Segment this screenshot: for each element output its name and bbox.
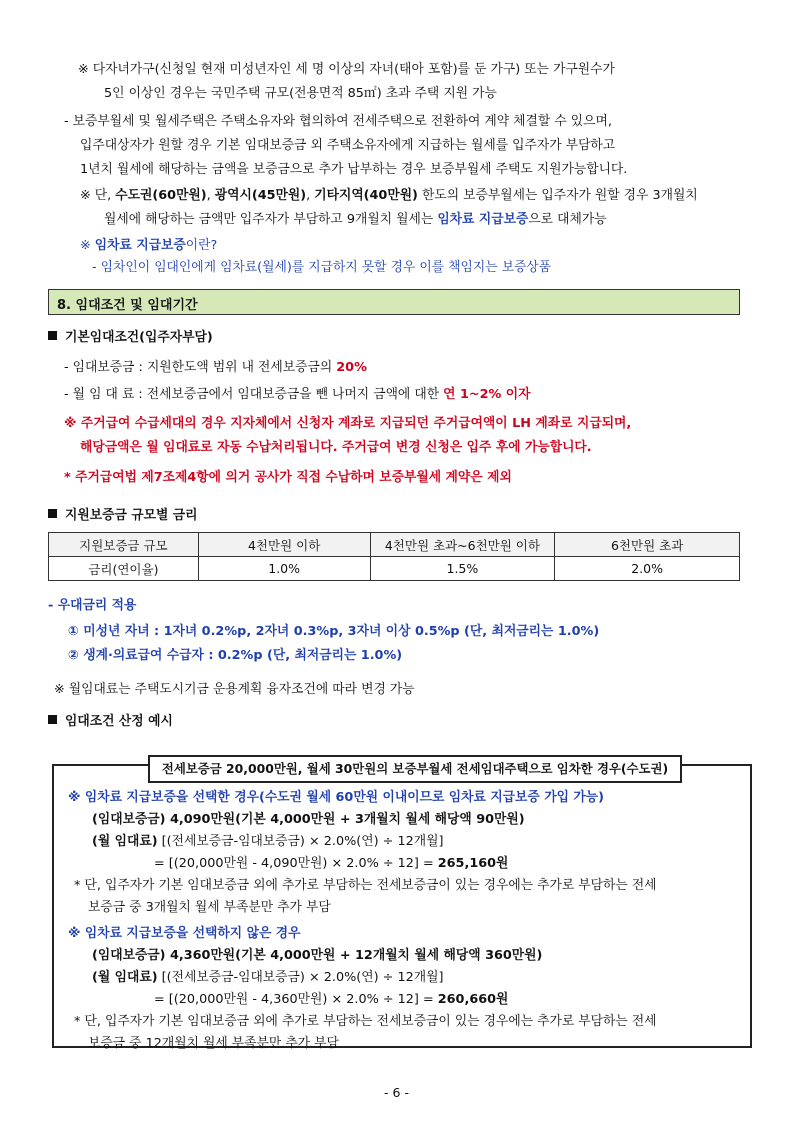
heading-text: 지원보증금 규모별 금리 xyxy=(65,508,198,523)
section-header xyxy=(48,289,740,315)
table-cell: 1.5% xyxy=(370,557,555,581)
table-cell: 6천만원 초과 xyxy=(555,533,740,557)
rent-label: (월 임대료) xyxy=(92,970,158,985)
heading-text: 기본임대조건(입주자부담) xyxy=(65,330,213,345)
monthly-rent-para-line1: - 보증부월세 및 월세주택은 주택소유자와 협의하여 전세주택으로 전환하여 계약 체결할 수 있으며, xyxy=(64,114,612,129)
housing-benefit-warning-line2: 해당금액은 월 임대료로 자동 수납처리됩니다. 주거급여 변경 신청은 입주 후에 가능합니다. xyxy=(80,440,592,455)
example-box-title: 전세보증금 20,000만원, 월세 30만원의 보증부월세 전세임대주택으로 임차한 경우(수도권) xyxy=(148,755,682,783)
rate-heading xyxy=(48,506,198,526)
case1-title: ※ 임차료 지급보증을 선택한 경우(수도권 월세 60만원 이내이므로 임차료 지급보증 가입 가능) xyxy=(68,790,604,805)
section-title: 8. 임대조건 및 임대기간 xyxy=(57,298,198,313)
region-limit-note-line1 xyxy=(80,186,698,206)
deposit-rate: 20% xyxy=(336,360,367,375)
rent-formula: [(전세보증금-임대보증금) × 2.0%(연) ÷ 12개월] xyxy=(157,970,444,985)
guarantee-answer: - 임차인이 임대인에게 임차료(월세)를 지급하지 못할 경우 이를 책임지는 보증상품 xyxy=(92,260,552,275)
basic-conditions-heading xyxy=(48,328,213,348)
table-row xyxy=(49,557,740,581)
calc-text: = [(20,000만원 - 4,090만원) × 2.0% ÷ 12] = xyxy=(154,856,438,871)
sep2: , xyxy=(306,188,315,203)
preferential-rate-minor-children: ① 미성년 자녀 : 1자녀 0.2%p, 2자녀 0.3%p, 3자녀 이상 0.5%p (단, 최저금리는 1.0%) xyxy=(68,624,600,639)
deposit-text: - 임대보증금 : 지원한도액 범위 내 전세보증금의 xyxy=(64,360,337,375)
case2-note-line1: * 단, 입주자가 기본 임대보증금 외에 추가로 부담하는 전세보증금이 있는 경우에는 추가로 부담하는 전세 xyxy=(74,1014,657,1029)
other-limit: 기타지역(40만원) xyxy=(314,188,418,203)
rate-table xyxy=(48,532,740,581)
question-suffix: 이란? xyxy=(185,238,218,253)
case2-rent-calc xyxy=(154,990,508,1010)
rent-label: (월 임대료) xyxy=(92,834,158,849)
region-limit-note-line2 xyxy=(104,210,607,230)
case1-deposit: (임대보증금) 4,090만원(기본 4,000만원 + 3개월치 월세 해당액 90만원) xyxy=(92,812,525,827)
case1-note-line1: * 단, 입주자가 기본 임대보증금 외에 추가로 부담하는 전세보증금이 있는 경우에는 추가로 부담하는 전세 xyxy=(74,878,657,893)
note-prefix: ※ 단, xyxy=(80,188,116,203)
case1-rent-calc xyxy=(154,854,508,874)
case2-deposit: (임대보증금) 4,360만원(기본 4,000만원 + 12개월치 월세 해당액 360만원) xyxy=(92,948,543,963)
rent-formula: [(전세보증금-임대보증금) × 2.0%(연) ÷ 12개월] xyxy=(157,834,444,849)
table-cell: 1.0% xyxy=(198,557,370,581)
capital-limit: 수도권(60만원) xyxy=(115,188,207,203)
square-bullet-icon xyxy=(48,509,57,518)
multi-child-note-line1: ※ 다자녀가구(신청일 현재 미성년자인 세 명 이상의 자녀(태아 포함)를 둔 가구) 또는 가구원수가 xyxy=(78,62,615,77)
multi-child-note-line2: 5인 이상인 경우는 국민주택 규모(전용면적 85㎡) 초과 주택 지원 가능 xyxy=(104,86,497,101)
housing-benefit-law-note: * 주거급여법 제7조제4항에 의거 공사가 직접 수납하며 보증부월세 계약은 제외 xyxy=(64,470,512,485)
monthly-rent-para-line2: 입주대상자가 원할 경우 기본 임대보증금 외 주택소유자에게 지급하는 월세를 입주자가 부담하고 xyxy=(80,138,616,153)
table-header-row xyxy=(49,533,740,557)
table-cell: 4천만원 초과~6천만원 이하 xyxy=(370,533,555,557)
table-cell: 금리(연이율) xyxy=(49,557,199,581)
calc-result: 260,660원 xyxy=(437,992,509,1007)
square-bullet-icon xyxy=(48,715,57,724)
monthly-rent-para-line3: 1년치 월세에 해당하는 금액을 보증금으로 추가 납부하는 경우 보증부월세 주택도 지원가능합니다. xyxy=(80,162,628,177)
question-term: 임차료 지급보증 xyxy=(94,238,186,253)
rent-guarantee-term: 임차료 지급보증 xyxy=(437,212,529,227)
monthly-condition xyxy=(64,385,531,405)
guarantee-question xyxy=(80,236,217,256)
calc-result: 265,160원 xyxy=(437,856,509,871)
case2-note-line2: 보증금 중 12개월치 월세 부족분만 추가 부담 xyxy=(88,1036,339,1051)
monthly-text: - 월 임 대 료 : 전세보증금에서 임대보증금을 뺀 나머지 금액에 대한 xyxy=(64,387,444,402)
table-cell: 지원보증금 규모 xyxy=(49,533,199,557)
table-cell: 2.0% xyxy=(555,557,740,581)
case2-title: ※ 임차료 지급보증을 선택하지 않은 경우 xyxy=(68,926,301,941)
example-heading xyxy=(48,712,173,732)
metro-limit: 광역시(45만원) xyxy=(214,188,307,203)
question-prefix: ※ xyxy=(80,238,95,253)
housing-benefit-warning-line1: ※ 주거급여 수급세대의 경우 지자체에서 신청자 계좌로 지급되던 주거급여액이 LH 계좌로 지급되며, xyxy=(64,416,632,431)
case1-note-line2: 보증금 중 3개월치 월세 부족분만 추가 부담 xyxy=(88,900,331,915)
square-bullet-icon xyxy=(48,331,57,340)
monthly-rate: 연 1~2% 이자 xyxy=(443,387,531,402)
heading-text: 임대조건 산정 예시 xyxy=(65,714,173,729)
table-cell: 4천만원 이하 xyxy=(198,533,370,557)
case2-rent-formula xyxy=(92,968,443,988)
note-text-end: 으로 대체가능 xyxy=(528,212,607,227)
preferential-rate-title: - 우대금리 적용 xyxy=(48,598,137,613)
case1-rent-formula xyxy=(92,832,443,852)
rent-change-note: ※ 월임대료는 주택도시기금 운용계획 융자조건에 따라 변경 가능 xyxy=(54,682,415,697)
sep1: , xyxy=(206,188,215,203)
calc-text: = [(20,000만원 - 4,360만원) × 2.0% ÷ 12] = xyxy=(154,992,438,1007)
deposit-condition xyxy=(64,358,367,378)
note-suffix: 한도의 보증부월세는 입주자가 원할 경우 3개월치 xyxy=(417,188,698,203)
note-text: 월세에 해당하는 금액만 입주자가 부담하고 9개월치 월세는 xyxy=(104,212,438,227)
preferential-rate-welfare: ② 생계·의료급여 수급자 : 0.2%p (단, 최저금리는 1.0%) xyxy=(68,648,403,663)
page-number: - 6 - xyxy=(384,1085,409,1100)
